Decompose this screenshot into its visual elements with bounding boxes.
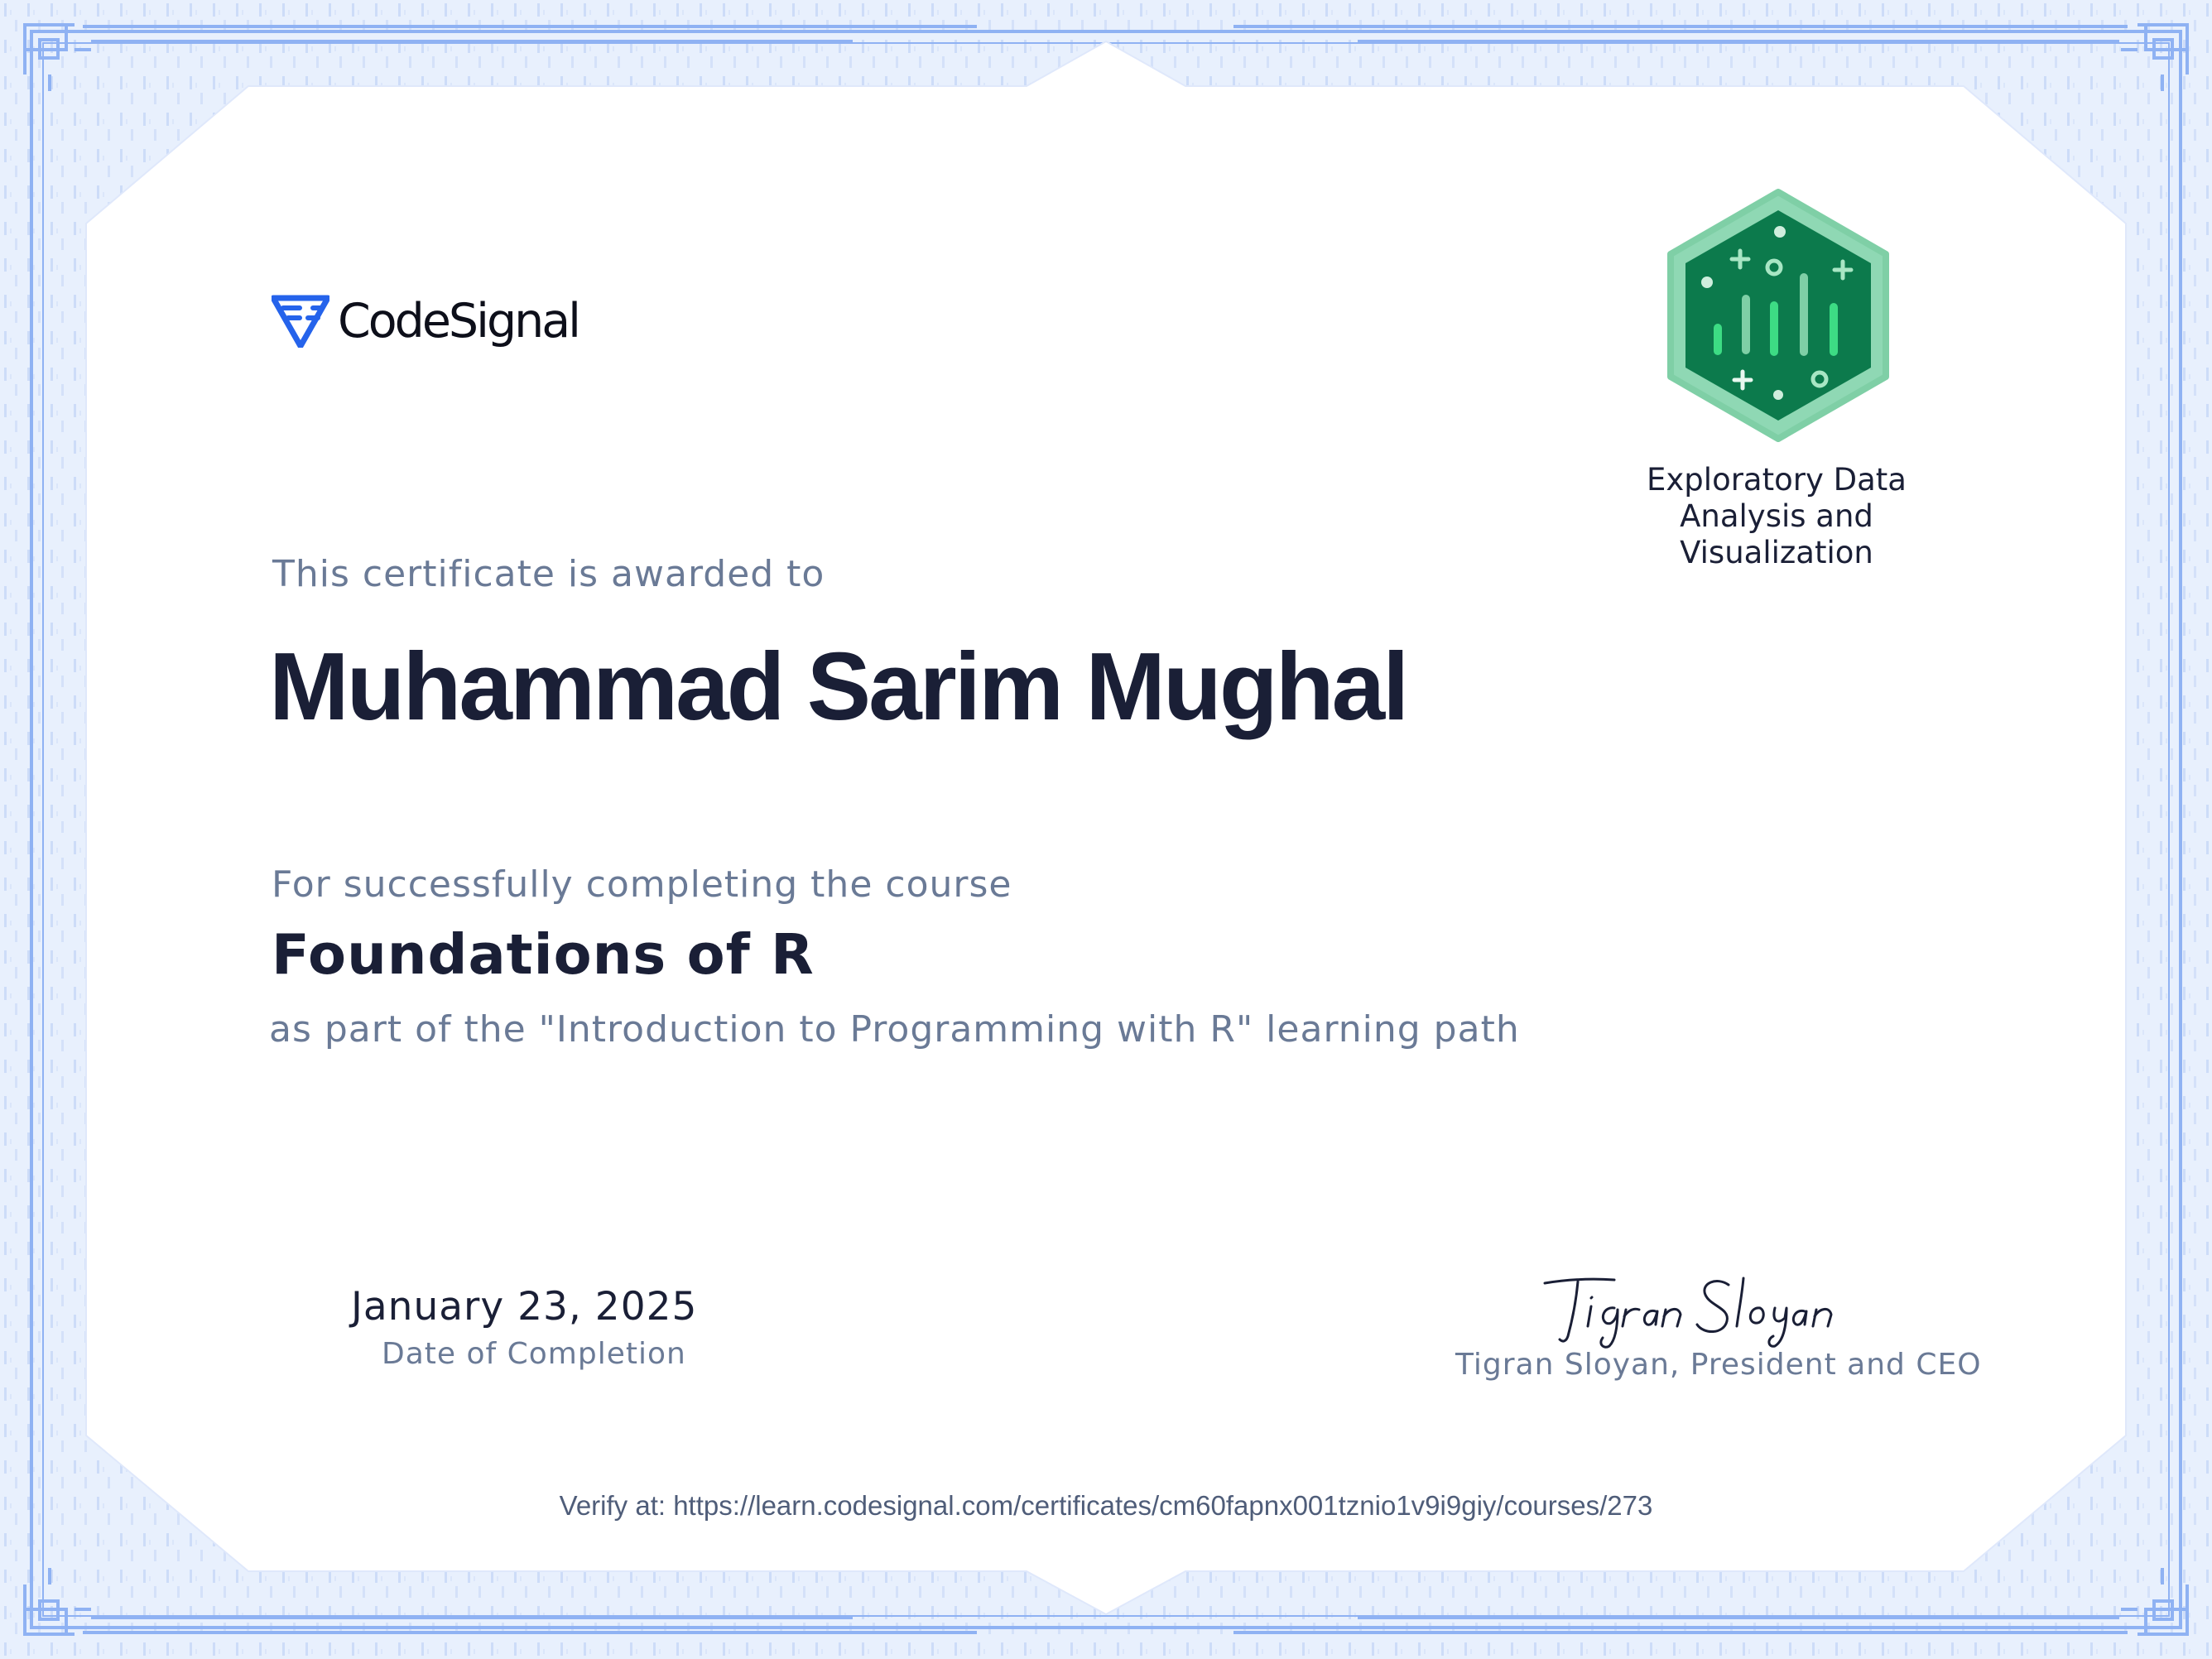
handwritten-signature: [1540, 1267, 1854, 1349]
completion-date-label: Date of Completion: [382, 1337, 686, 1371]
codesignal-logo: [272, 291, 579, 351]
course-title: Foundations of R: [272, 922, 815, 987]
awarded-text: This certificate is awarded to: [272, 553, 825, 595]
recipient-name: Muhammad Sarim Mughal: [269, 632, 1407, 740]
data-visualization-badge-icon: [1664, 189, 1892, 442]
badge-caption: Exploratory Data Analysis and Visualization: [1647, 462, 1907, 570]
learning-path-text: as part of the "Introduction to Programming with R" learning path: [269, 1008, 1520, 1051]
verify-url[interactable]: https://learn.codesignal.com/certificates/cm60fapnx001tznio1v9i9giy/courses/273: [673, 1490, 1653, 1521]
signatory-name-title: Tigran Sloyan, President and CEO: [1455, 1348, 1982, 1382]
verify-line: [0, 1490, 2212, 1522]
completion-text: For successfully completing the course: [272, 863, 1012, 906]
verify-label: Verify at:: [559, 1490, 666, 1521]
brand-name: CodeSignal: [338, 294, 579, 349]
completion-date: January 23, 2025: [351, 1284, 698, 1330]
codesignal-logo-icon: [272, 295, 329, 348]
